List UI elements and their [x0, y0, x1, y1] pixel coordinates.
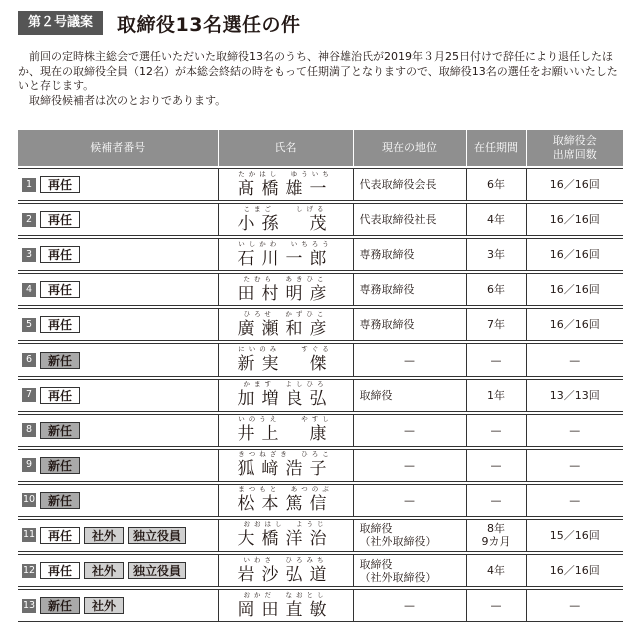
attendance-cell: — [526, 590, 623, 622]
candidate-number: 5 [22, 318, 36, 332]
candidate-name: 井上 康 [237, 424, 334, 445]
name-cell [218, 344, 353, 376]
candidate-number-cell [18, 519, 218, 551]
candidate-number: 13 [22, 599, 36, 611]
tag-ext: 社外 [84, 562, 124, 579]
name-cell [218, 449, 353, 481]
name-ruby: いのうえ やすし [238, 415, 333, 424]
candidate-name: 田村明彦 [237, 283, 334, 304]
section-header [18, 10, 300, 36]
table-row [18, 484, 623, 516]
name-cell [218, 414, 353, 446]
candidate-number: 9 [22, 458, 36, 472]
table-row [18, 449, 623, 481]
candidate-number-cell [18, 239, 218, 271]
name-cell [218, 519, 353, 551]
name-ruby: こまご しげる [243, 204, 328, 213]
name-cell [218, 239, 353, 271]
position-cell: — [353, 344, 466, 376]
tag-ind: 独立役員 [128, 527, 186, 544]
candidate-number: 1 [22, 178, 36, 192]
attendance-cell: — [526, 449, 623, 481]
candidate-name: 岩沙弘道 [237, 564, 334, 585]
table-row [18, 379, 623, 411]
name-ruby: かます よしひろ [243, 380, 328, 389]
candidate-number-cell [18, 379, 218, 411]
table-row [18, 274, 623, 306]
candidate-number: 11 [22, 529, 36, 541]
position-cell: — [353, 449, 466, 481]
tag-reap: 再任 [40, 316, 80, 333]
table-row [18, 239, 623, 271]
candidate-name: 松本篤信 [237, 494, 334, 515]
candidate-number-cell [18, 274, 218, 306]
table-row [18, 204, 623, 236]
tag-ind: 独立役員 [128, 562, 186, 579]
attendance-cell: 16／16回 [526, 555, 623, 587]
term-cell: — [466, 414, 526, 446]
term-cell: 3年 [466, 239, 526, 271]
tag-reap: 再任 [40, 562, 80, 579]
name-ruby: たむら あきひこ [243, 274, 328, 283]
attendance-cell: 16／16回 [526, 169, 623, 201]
candidate-number-cell [18, 344, 218, 376]
term-cell: 7年 [466, 309, 526, 341]
table-row [18, 169, 623, 201]
candidate-number: 12 [22, 564, 36, 576]
term-cell: — [466, 344, 526, 376]
name-cell [218, 204, 353, 236]
name-ruby: まつもと あつのぶ [238, 485, 333, 494]
term-cell: — [466, 449, 526, 481]
attendance-cell: 16／16回 [526, 239, 623, 271]
term-cell: 6年 [466, 274, 526, 306]
candidate-number-cell [18, 309, 218, 341]
position-cell: — [353, 414, 466, 446]
name-cell [218, 590, 353, 622]
table-row [18, 590, 623, 622]
header-attendance: 取締役会 出席回数 [526, 130, 623, 166]
attendance-cell: 15／16回 [526, 519, 623, 551]
tag-new: 新任 [40, 492, 80, 509]
tag-new: 新任 [40, 352, 80, 369]
candidate-number: 3 [22, 248, 36, 262]
candidate-number-cell [18, 449, 218, 481]
tag-reap: 再任 [40, 281, 80, 298]
tag-reap: 再任 [40, 176, 80, 193]
candidate-number: 6 [22, 353, 36, 367]
header-term: 在任期間 [466, 130, 526, 166]
name-cell [218, 169, 353, 201]
proposal-badge: 第２号議案 [18, 11, 103, 35]
candidate-number: 2 [22, 213, 36, 227]
position-cell: 取締役 （社外取締役） [353, 519, 466, 551]
tag-ext: 社外 [84, 597, 124, 614]
name-ruby: いわさ ひろみち [243, 555, 328, 564]
name-ruby: おかだ なおとし [243, 590, 328, 599]
attendance-cell: 16／16回 [526, 274, 623, 306]
intro-paragraph-1: 前回の定時株主総会で選任いただいた取締役13名のうち、神谷雄治氏が2019年３月25日付けで辞任により退任したほか、現在の取締役全員（12名）が本総会終結の時をもって任期満了となりますので、取締役13名の選任をお願いいたしたいと存じます。 [18, 50, 618, 92]
table-row [18, 555, 623, 587]
candidate-name: 狐﨑浩子 [237, 459, 334, 480]
candidate-number-cell [18, 484, 218, 516]
tag-new: 新任 [40, 457, 80, 474]
name-cell [218, 274, 353, 306]
name-cell [218, 309, 353, 341]
candidate-name: 小孫 茂 [237, 213, 334, 234]
candidate-number: 4 [22, 283, 36, 297]
tag-ext: 社外 [84, 527, 124, 544]
name-ruby: ひろせ かずひこ [243, 309, 328, 318]
candidate-name: 廣瀬和彦 [237, 318, 334, 339]
position-cell: 取締役 [353, 379, 466, 411]
position-cell: 代表取締役会長 [353, 169, 466, 201]
candidate-number: 10 [22, 494, 36, 506]
table-row [18, 414, 623, 446]
candidate-number: 7 [22, 388, 36, 402]
candidate-name: 岡田直敏 [237, 599, 334, 620]
candidate-name: 加増良弘 [237, 389, 334, 410]
attendance-cell: 16／16回 [526, 309, 623, 341]
candidate-name: 髙橋雄一 [237, 178, 334, 199]
name-cell [218, 555, 353, 587]
attendance-cell: — [526, 344, 623, 376]
candidate-number-cell [18, 204, 218, 236]
tag-new: 新任 [40, 422, 80, 439]
term-cell: 8年 9カ月 [466, 519, 526, 551]
name-ruby: たかはし ゆういち [238, 169, 333, 178]
table-row [18, 309, 623, 341]
name-ruby: おおはし ようじ [243, 520, 328, 529]
name-cell [218, 379, 353, 411]
term-cell: 6年 [466, 169, 526, 201]
intro-text [18, 50, 624, 108]
tag-reap: 再任 [40, 246, 80, 263]
page-title: 取締役13名選任の件 [117, 13, 301, 36]
term-cell: — [466, 590, 526, 622]
candidate-name: 新実 傑 [237, 354, 334, 375]
candidate-number-cell [18, 555, 218, 587]
position-cell: 専務取締役 [353, 274, 466, 306]
header-candidate-number: 候補者番号 [18, 130, 218, 166]
header-name: 氏名 [218, 130, 353, 166]
attendance-cell: 16／16回 [526, 204, 623, 236]
attendance-cell: — [526, 414, 623, 446]
position-cell: 専務取締役 [353, 239, 466, 271]
candidate-number-cell [18, 590, 218, 622]
candidate-name: 石川一郎 [237, 248, 334, 269]
name-cell [218, 484, 353, 516]
tag-new: 新任 [40, 597, 80, 614]
table-row [18, 344, 623, 376]
attendance-cell: 13／13回 [526, 379, 623, 411]
candidate-number-cell [18, 169, 218, 201]
position-cell: 取締役 （社外取締役） [353, 555, 466, 587]
name-ruby: にいのみ すぐる [238, 345, 333, 354]
term-cell: 4年 [466, 204, 526, 236]
header-position: 現在の地位 [353, 130, 466, 166]
tag-reap: 再任 [40, 211, 80, 228]
attendance-cell: — [526, 484, 623, 516]
position-cell: 代表取締役社長 [353, 204, 466, 236]
table-header-row [18, 130, 623, 166]
tag-reap: 再任 [40, 527, 80, 544]
candidate-table [18, 130, 623, 622]
position-cell: — [353, 484, 466, 516]
term-cell: 1年 [466, 379, 526, 411]
position-cell: — [353, 590, 466, 622]
name-ruby: いしかわ いちろう [238, 239, 333, 248]
term-cell: — [466, 484, 526, 516]
tag-reap: 再任 [40, 387, 80, 404]
candidate-name: 大橋洋治 [237, 529, 334, 550]
position-cell: 専務取締役 [353, 309, 466, 341]
candidate-number-cell [18, 414, 218, 446]
intro-paragraph-2: 取締役候補者は次のとおりであります。 [29, 93, 227, 107]
candidate-number: 8 [22, 423, 36, 437]
term-cell: 4年 [466, 555, 526, 587]
table-row [18, 519, 623, 551]
name-ruby: きつねざき ひろこ [238, 450, 333, 459]
